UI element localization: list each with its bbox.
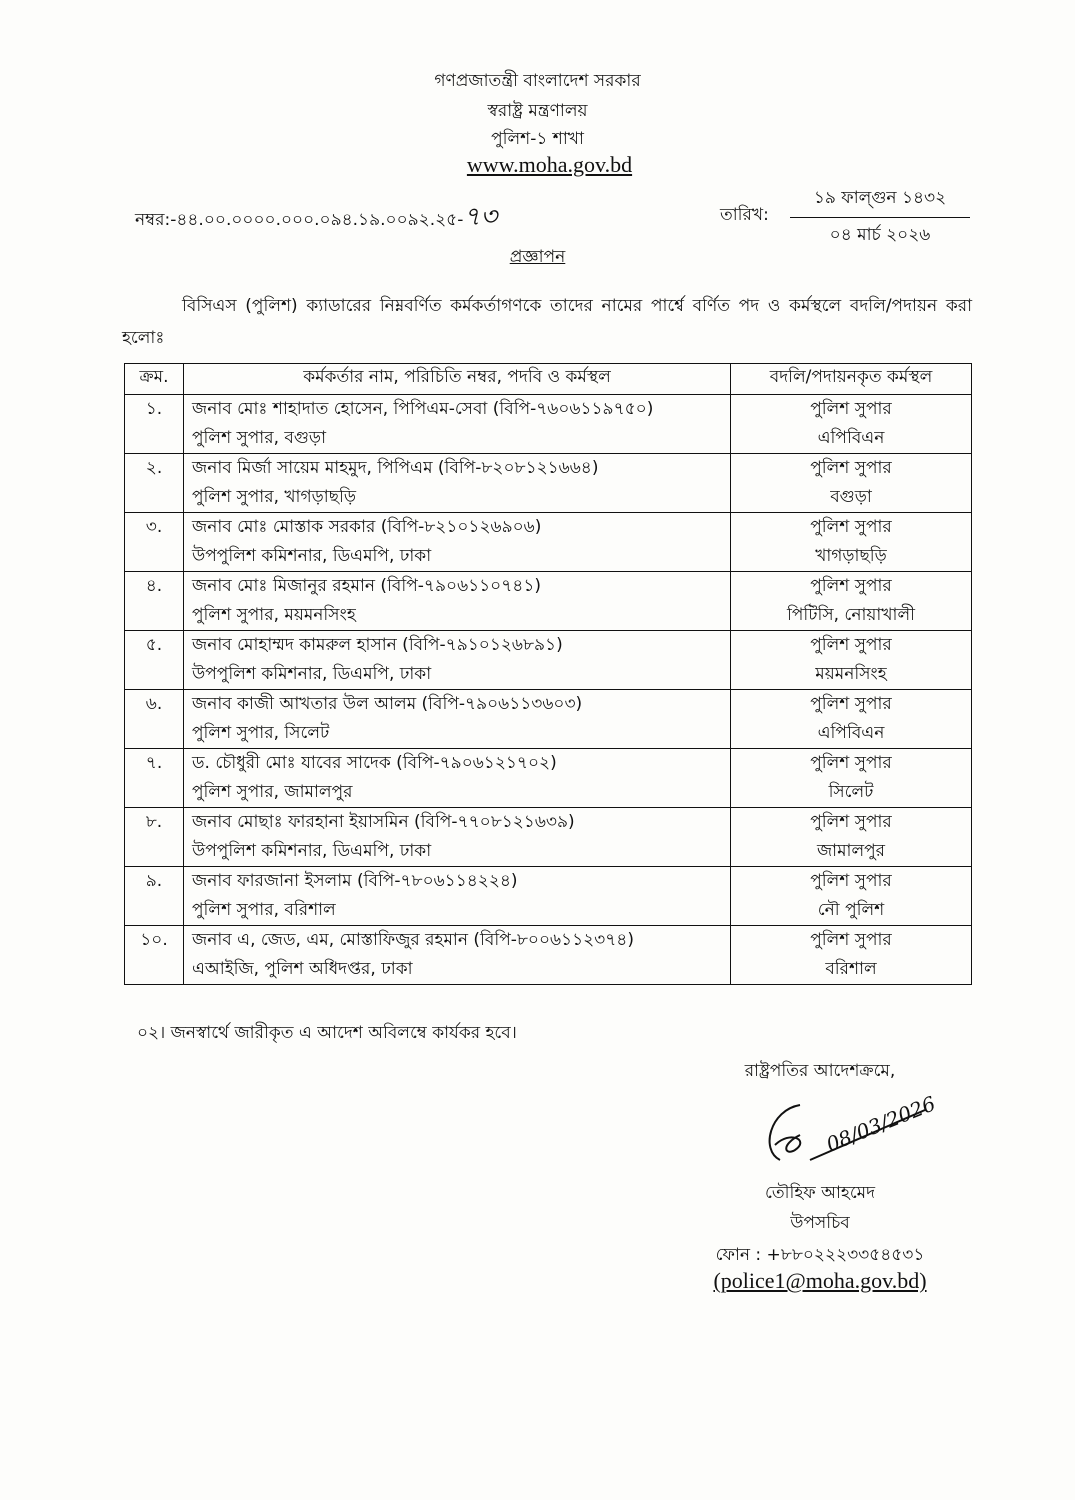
serial-cell: ৬. — [125, 690, 184, 749]
table-header-row — [125, 364, 972, 395]
officer-current-post: পুলিশ সুপার, বরিশাল — [192, 900, 336, 920]
transfer-table — [124, 363, 972, 985]
new-posting-cell — [731, 749, 972, 808]
new-place: ময়মনসিংহ — [815, 664, 887, 684]
serial-cell: ৫. — [125, 631, 184, 690]
serial-cell: ৩. — [125, 513, 184, 572]
new-place: নৌ পুলিশ — [817, 900, 885, 920]
new-post: পুলিশ সুপার — [810, 694, 892, 714]
memo-handwritten-suffix: ৭৩ — [463, 202, 498, 232]
new-post: পুলিশ সুপার — [810, 576, 892, 596]
officer-current-post: উপপুলিশ কমিশনার, ডিএমপি, ঢাকা — [192, 841, 432, 861]
ministry-name: স্বরাষ্ট্র মন্ত্রণালয় — [487, 101, 588, 121]
new-posting-cell — [731, 867, 972, 926]
new-posting-cell — [731, 926, 972, 985]
table-row — [125, 867, 972, 926]
new-place: এপিবিএন — [817, 428, 885, 448]
officer-name: জনাব মোছাঃ ফারহানা ইয়াসমিন (বিপি-৭৭০৮১২১৬৩৯) — [192, 812, 575, 832]
signature-image — [750, 1090, 950, 1170]
signatory-designation: উপসচিব — [790, 1213, 850, 1233]
new-posting-cell — [731, 631, 972, 690]
serial-cell: ৪. — [125, 572, 184, 631]
table-row — [125, 572, 972, 631]
new-post: পুলিশ সুপার — [810, 399, 892, 419]
officer-name: জনাব কাজী আখতার উল আলম (বিপি-৭৯০৬১১৩৬০৩) — [192, 694, 583, 714]
officer-cell — [184, 631, 731, 690]
officer-current-post: পুলিশ সুপার, জামালপুর — [192, 782, 353, 802]
new-post: পুলিশ সুপার — [810, 871, 892, 891]
document-title: প্রজ্ঞাপন — [509, 247, 566, 267]
officer-name: জনাব মোঃ মোস্তাক সরকার (বিপি-৮২১০১২৬৯০৬) — [192, 517, 542, 537]
header-serial: ক্রম. — [125, 364, 184, 395]
date-gregorian: ০৪ মার্চ ২০২৬ — [829, 225, 931, 245]
new-post: পুলিশ সুপার — [810, 458, 892, 478]
serial-cell: ৮. — [125, 808, 184, 867]
by-order-text: রাষ্ট্রপতির আদেশক্রমে, — [744, 1061, 896, 1081]
new-place: বগুড়া — [830, 487, 872, 507]
officer-cell — [184, 749, 731, 808]
date-block — [790, 185, 970, 250]
new-post: পুলিশ সুপার — [810, 812, 892, 832]
new-place: এপিবিএন — [817, 723, 885, 743]
new-posting-cell — [731, 454, 972, 513]
serial-cell: ৯. — [125, 867, 184, 926]
officer-current-post: উপপুলিশ কমিশনার, ডিএমপি, ঢাকা — [192, 546, 432, 566]
officer-name: ড. চৌধুরী মোঃ যাবের সাদেক (বিপি-৭৯০৬১২১৭০২) — [192, 753, 557, 773]
new-place: বরিশাল — [825, 959, 877, 979]
website-link[interactable]: www.moha.gov.bd — [466, 152, 633, 177]
officer-cell — [184, 395, 731, 454]
new-place: জামালপুর — [816, 841, 886, 861]
branch-name: পুলিশ-১ শাখা — [491, 129, 584, 149]
table-row — [125, 749, 972, 808]
memo-number — [135, 196, 497, 240]
serial-cell: ২. — [125, 454, 184, 513]
officer-name: জনাব মোঃ মিজানুর রহমান (বিপি-৭৯০৬১১০৭৪১) — [192, 576, 541, 596]
officer-cell — [184, 572, 731, 631]
new-place: খাগড়াছড়ি — [815, 546, 887, 566]
table-row — [125, 631, 972, 690]
signatory-name: তৌহিফ আহমেদ — [764, 1183, 876, 1203]
officer-current-post: পুলিশ সুপার, বগুড়া — [192, 428, 326, 448]
table-row — [125, 454, 972, 513]
serial-cell: ১. — [125, 395, 184, 454]
officer-cell — [184, 867, 731, 926]
new-post: পুলিশ সুপার — [810, 517, 892, 537]
new-posting-cell — [731, 690, 972, 749]
officer-name: জনাব এ, জেড, এম, মোস্তাফিজুর রহমান (বিপি-৮০০৬১১২৩৭৪) — [192, 930, 634, 950]
new-post: পুলিশ সুপার — [810, 930, 892, 950]
new-posting-cell — [731, 808, 972, 867]
new-posting-cell — [731, 513, 972, 572]
table-row — [125, 690, 972, 749]
officer-cell — [184, 690, 731, 749]
officer-cell — [184, 926, 731, 985]
signatory-phone: ফোন : +৮৮০২২২৩৩৫৪৫৩১ — [715, 1245, 925, 1265]
serial-cell: ১০. — [125, 926, 184, 985]
new-place: পিটিসি, নোয়াখালী — [787, 605, 915, 625]
header-new-posting: বদলি/পদায়নকৃত কর্মস্থল — [731, 364, 972, 395]
new-posting-cell — [731, 395, 972, 454]
signature-date: 08/03/2026 — [822, 1091, 939, 1157]
officer-current-post: পুলিশ সুপার, সিলেট — [192, 723, 330, 743]
new-posting-cell — [731, 572, 972, 631]
officer-current-post: পুলিশ সুপার, ময়মনসিংহ — [192, 605, 356, 625]
officer-current-post: পুলিশ সুপার, খাগড়াছড়ি — [192, 487, 356, 507]
date-bangla: ১৯ ফাল্গুন ১৪৩২ — [790, 185, 970, 218]
date-label: তারিখ: — [720, 205, 769, 225]
intro-paragraph: বিসিএস (পুলিশ) ক্যাডারের নিম্নবর্ণিত কর্মকর্তাগণকে তাদের নামের পার্শ্বে বর্ণিত পদ ও কর্মস্থলে বদলি/পদায়ন করা হলোঃ — [122, 296, 972, 348]
table-row — [125, 808, 972, 867]
officer-cell — [184, 454, 731, 513]
new-post: পুলিশ সুপার — [810, 753, 892, 773]
officer-current-post: এআইজি, পুলিশ অধিদপ্তর, ঢাকা — [192, 959, 413, 979]
signatory-email[interactable]: (police1@moha.gov.bd) — [713, 1268, 927, 1293]
table-row — [125, 926, 972, 985]
table-row — [125, 395, 972, 454]
new-post: পুলিশ সুপার — [810, 635, 892, 655]
table-row — [125, 513, 972, 572]
government-name: গণপ্রজাতন্ত্রী বাংলাদেশ সরকার — [434, 71, 641, 91]
note-paragraph: ০২। জনস্বার্থে জারীকৃত এ আদেশ অবিলম্বে কার্যকর হবে। — [137, 1023, 517, 1043]
new-place: সিলেট — [828, 782, 874, 802]
officer-cell — [184, 513, 731, 572]
officer-name: জনাব ফারজানা ইসলাম (বিপি-৭৮০৬১১৪২২৪) — [192, 871, 518, 891]
officer-current-post: উপপুলিশ কমিশনার, ডিএমপি, ঢাকা — [192, 664, 432, 684]
officer-name: জনাব মোঃ শাহাদাত হোসেন, পিপিএম-সেবা (বিপি-৭৬০৬১১৯৭৫০) — [192, 399, 654, 419]
officer-name: জনাব মির্জা সায়েম মাহমুদ, পিপিএম (বিপি-৮২০৮১২১৬৬৪) — [192, 458, 599, 478]
memo-number-text: নম্বর:-৪৪.০০.০০০০.০০০.০৯৪.১৯.০০৯২.২৫- — [135, 210, 464, 230]
officer-name: জনাব মোহাম্মদ কামরুল হাসান (বিপি-৭৯১০১২৬৮৯১) — [192, 635, 563, 655]
serial-cell: ৭. — [125, 749, 184, 808]
officer-cell — [184, 808, 731, 867]
header-officer: কর্মকর্তার নাম, পরিচিতি নম্বর, পদবি ও কর্মস্থল — [184, 364, 731, 395]
